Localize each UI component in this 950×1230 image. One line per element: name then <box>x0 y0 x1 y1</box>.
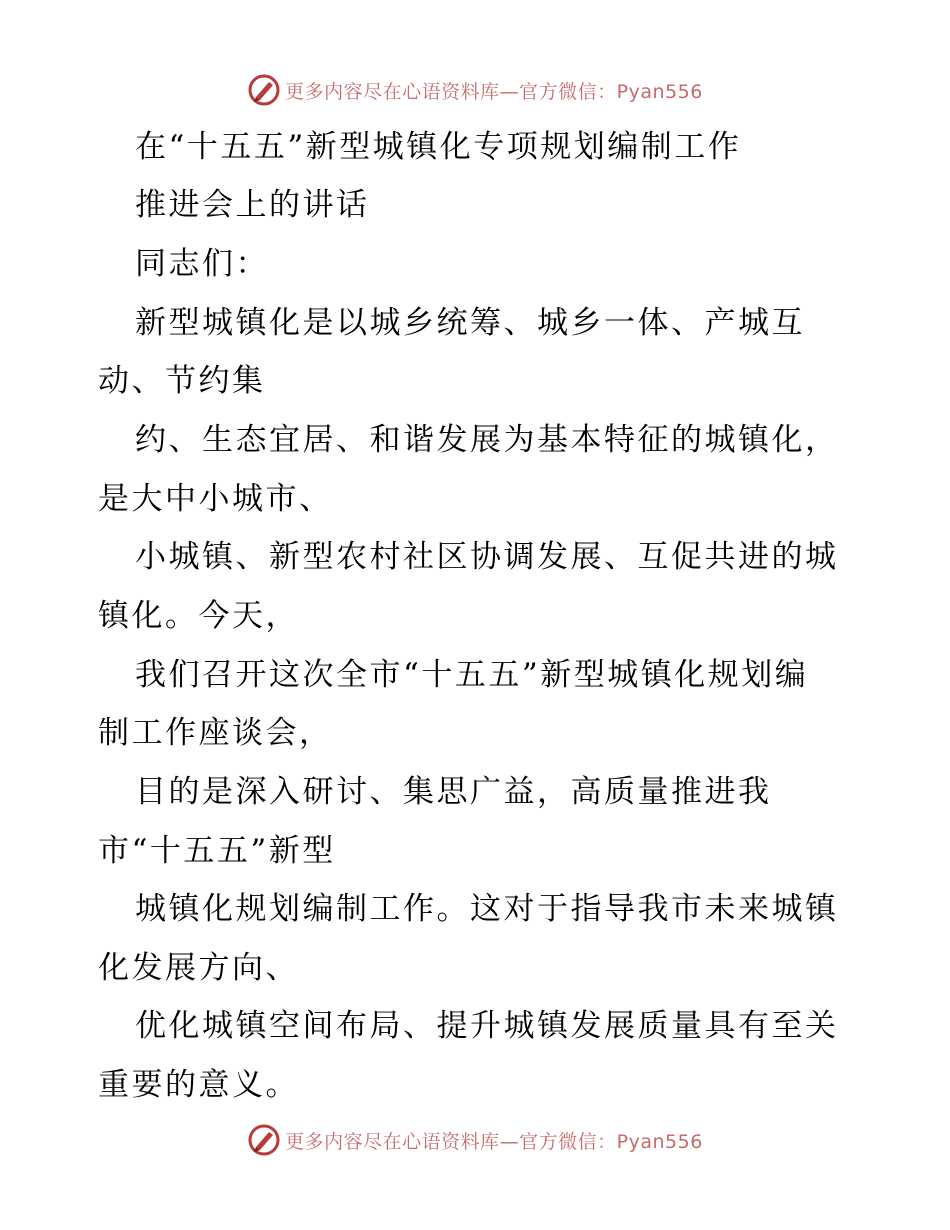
footer-watermark <box>0 1120 950 1160</box>
paragraph-line: 我们召开这次全市“十五五”新型城镇化规划编 <box>135 657 809 693</box>
header-watermark <box>0 70 950 110</box>
paragraph-line: 化发展方向、 <box>98 950 299 986</box>
title-line-1: 在“十五五”新型城镇化专项规划编制工作 <box>135 129 742 165</box>
paragraph-line: 镇化。今天， <box>98 598 299 634</box>
paragraph-line: 优化城镇空间布局、提升城镇发展质量具有至关 <box>135 1008 839 1044</box>
paragraph-line: 目的是深入研讨、集思广益，高质量推进我 <box>135 774 772 810</box>
watermark-text: 更多内容尽在心语资料库—官方微信：Pyan556 <box>285 1130 703 1153</box>
salutation: 同志们： <box>135 246 269 282</box>
paragraph-line: 小城镇、新型农村社区协调发展、互促共进的城 <box>135 539 839 575</box>
paragraph-line: 市“十五五”新型 <box>98 833 336 869</box>
paragraph-line: 重要的意义。 <box>98 1067 299 1103</box>
paragraph-line: 新型城镇化是以城乡统筹、城乡一体、产城互 <box>135 305 805 341</box>
paragraph-line: 制工作座谈会， <box>98 715 333 751</box>
paragraph-line: 动、节约集 <box>98 363 266 399</box>
pen-logo-icon <box>247 1123 281 1157</box>
paragraph-line: 是大中小城市、 <box>98 481 333 517</box>
pen-logo-icon <box>247 73 281 107</box>
title-line-2: 推进会上的讲话 <box>135 187 370 223</box>
watermark-text: 更多内容尽在心语资料库—官方微信：Pyan556 <box>285 80 703 103</box>
paragraph-line: 约、生态宜居、和谐发展为基本特征的城镇化， <box>135 422 839 458</box>
paragraph-line: 城镇化规划编制工作。这对于指导我市未来城镇 <box>135 891 839 927</box>
